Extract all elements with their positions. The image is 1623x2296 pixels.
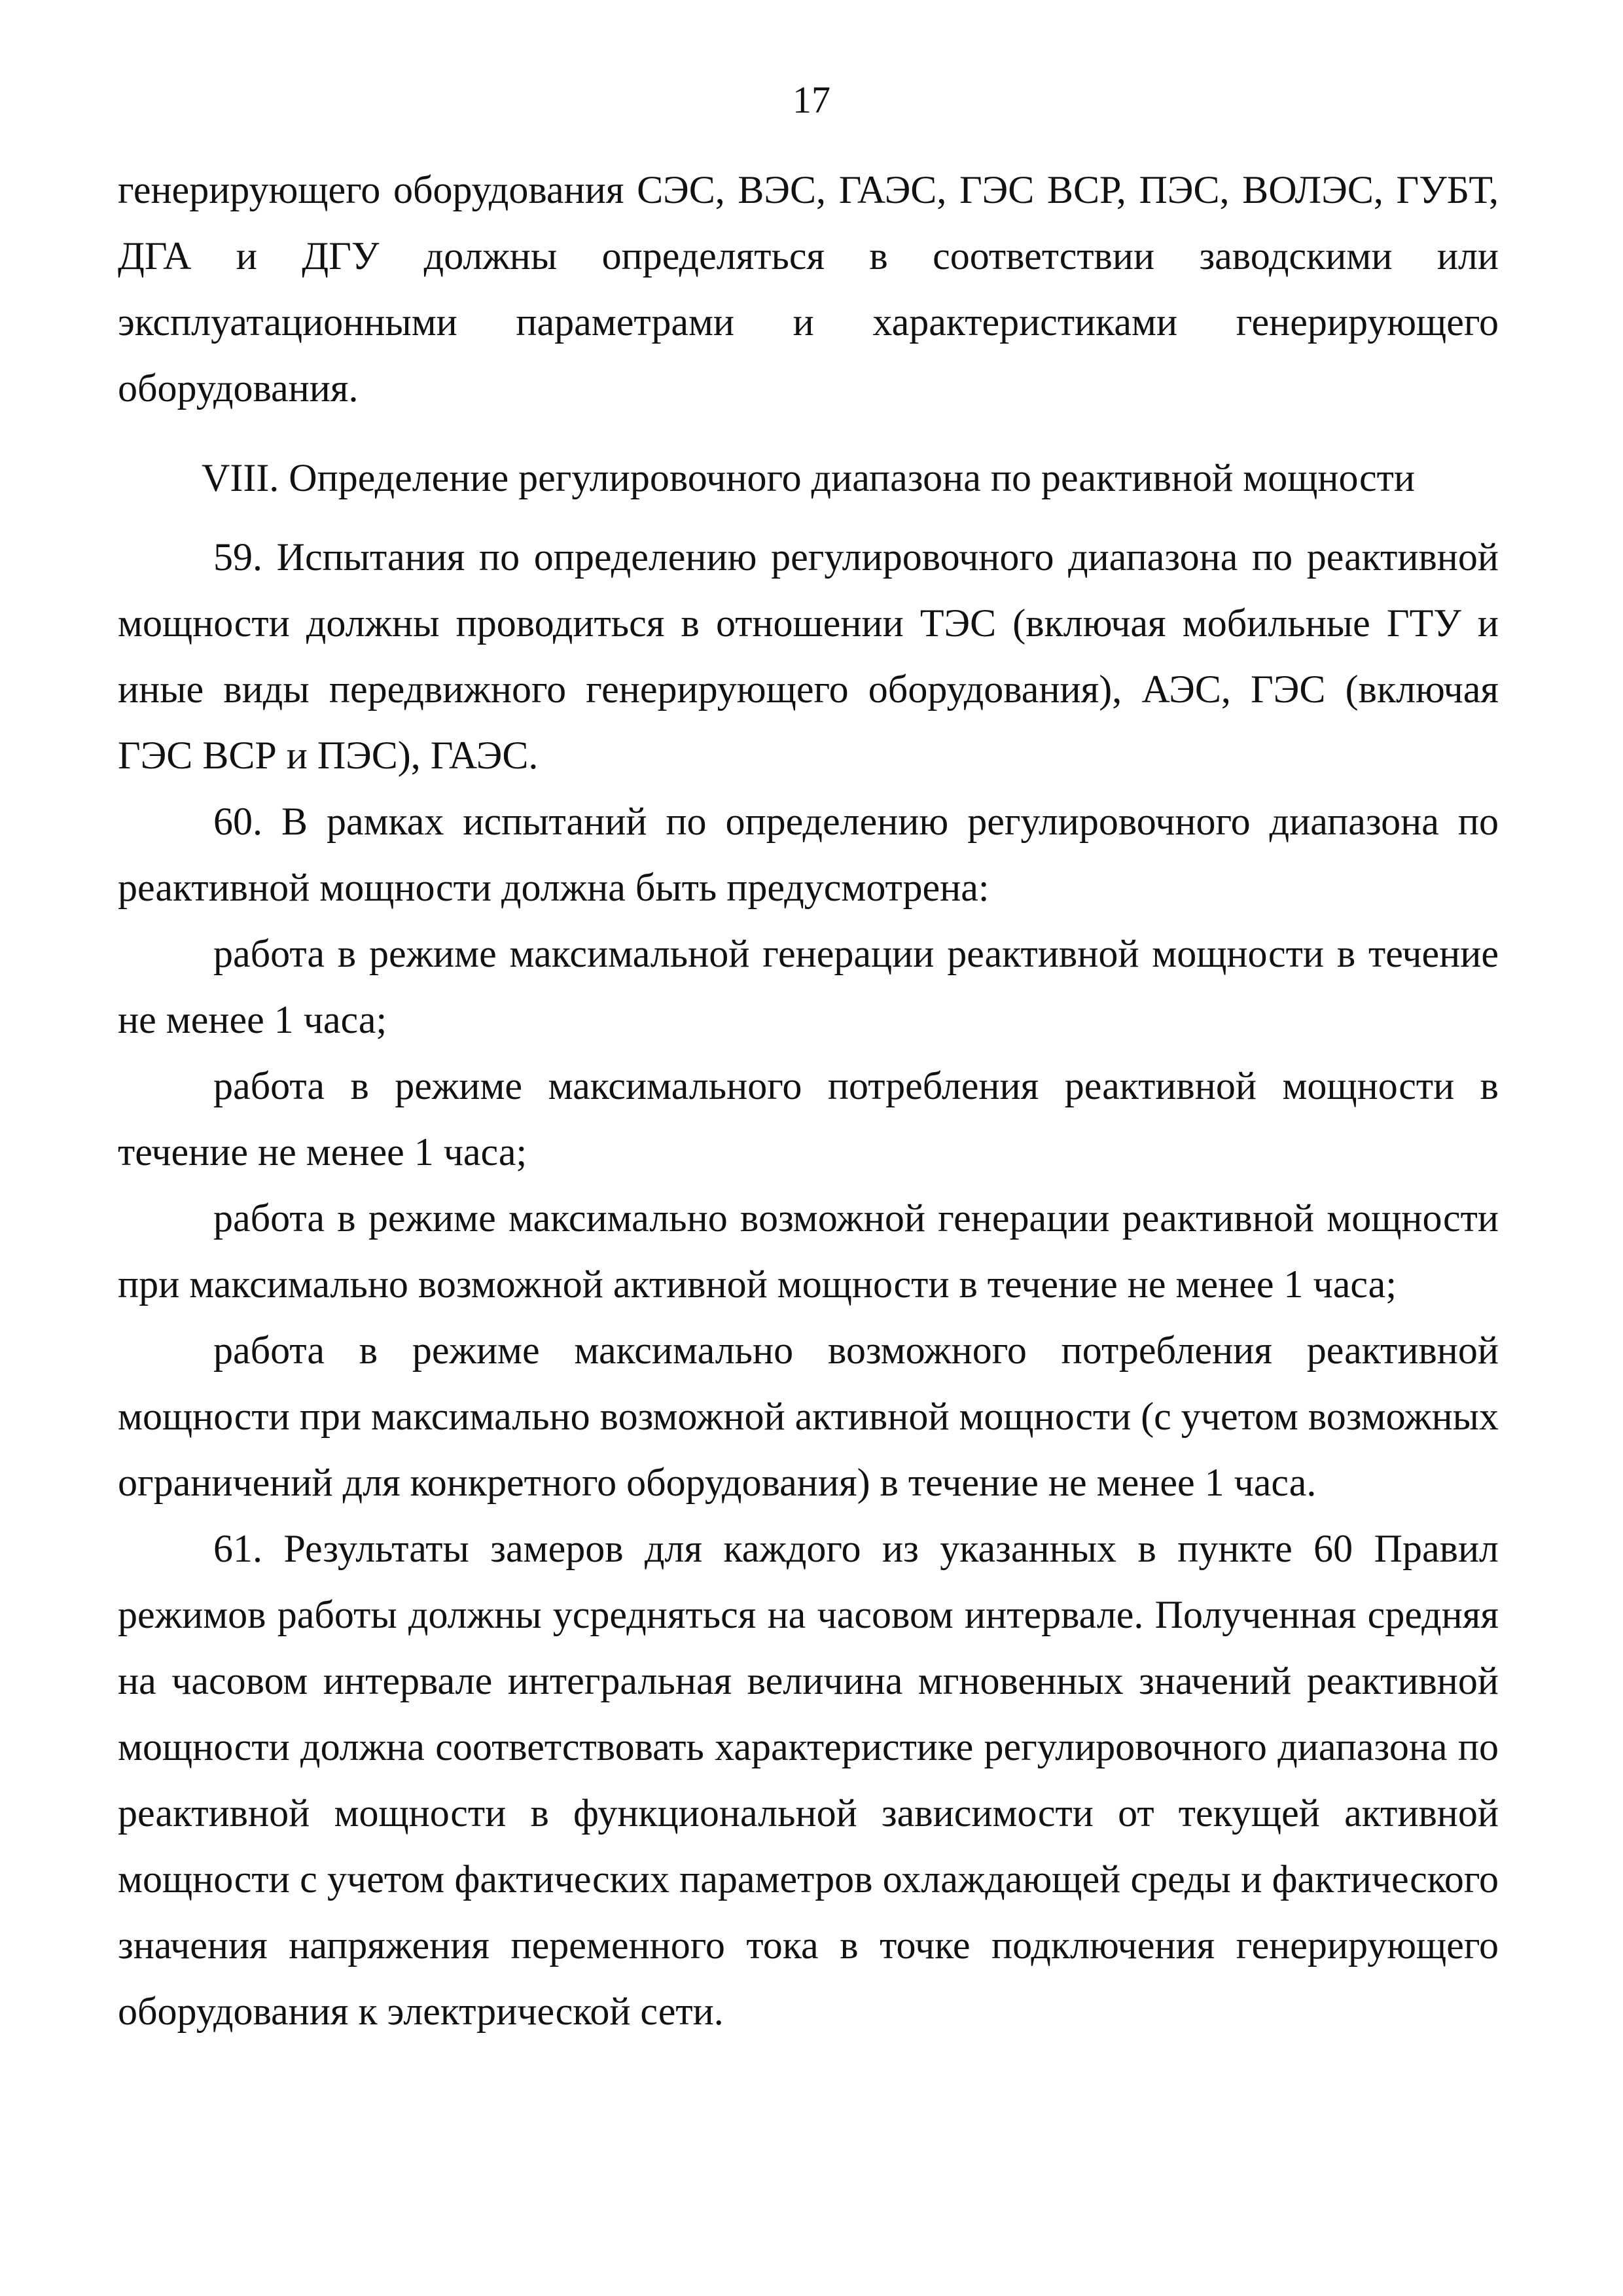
paragraph-60-item-1: работа в режиме максимальной генерации реактивной мощности в течение не менее 1 часа; (118, 932, 1499, 1041)
paragraph-60-item-4: работа в режиме максимально возможного потребления реактивной мощности при максимально возможной активной мощности (с учетом возможных ограничений для конкретного оборудования) в течение не менее 1 часа. (118, 1329, 1499, 1504)
page-number: 17 (793, 79, 830, 121)
paragraph-60-item-3: работа в режиме максимально возможной генерации реактивной мощности при максимально возможной активной мощности в течение не менее 1 часа; (118, 1196, 1499, 1306)
paragraph-61: 61. Результаты замеров для каждого из указанных в пункте 60 Правил режимов работы должны усредняться на часовом интервале. Полученная средняя на часовом интервале интегральная величина мгновенных значений реактивной мощности должна соответствовать характеристике регулировочного диапазона по реактивной мощности в функциональной зависимости от текущей активной мощности с учетом фактических параметров охлаждающей среды и фактического значения напряжения переменного тока в точке подключения генерирующего оборудования к электрической сети. (118, 1527, 1499, 2033)
paragraph-60: 60. В рамках испытаний по определению регулировочного диапазона по реактивной мощности должна быть предусмотрена: (118, 800, 1499, 909)
document-body (118, 157, 1499, 2045)
paragraph-intro-continuation: генерирующего оборудования СЭС, ВЭС, ГАЭС, ГЭС ВСР, ПЭС, ВОЛЭС, ГУБТ, ДГА и ДГУ должны определяться в соответствии заводскими или эксплуатационными параметрами и характеристиками генерирующего оборудования. (118, 168, 1499, 410)
section-heading: VIII. Определение регулировочного диапазона по реактивной мощности (202, 456, 1415, 499)
paragraph-60-item-2: работа в режиме максимального потребления реактивной мощности в течение не менее 1 часа; (118, 1064, 1499, 1174)
paragraph-59: 59. Испытания по определению регулировочного диапазона по реактивной мощности должны проводиться в отношении ТЭС (включая мобильные ГТУ и иные виды передвижного генерирующего оборудования), АЭС, ГЭС (включая ГЭС ВСР и ПЭС), ГАЭС. (118, 535, 1499, 777)
